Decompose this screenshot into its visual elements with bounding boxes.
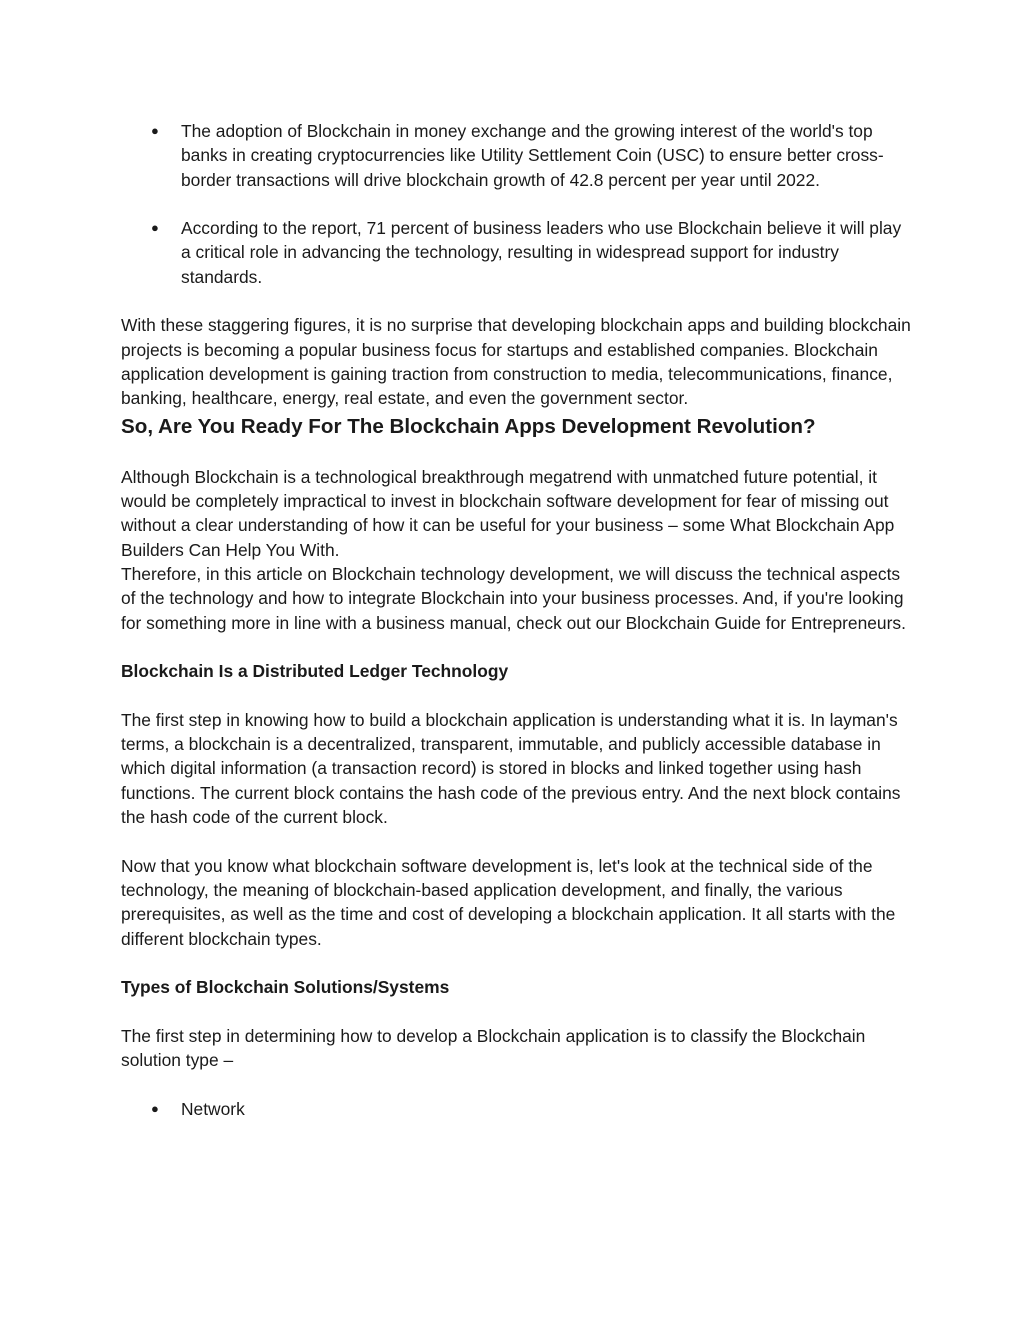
spacer bbox=[121, 441, 911, 465]
bullet-icon: ● bbox=[151, 123, 159, 138]
heading-revolution: So, Are You Ready For The Blockchain Apps Development Revolution? bbox=[121, 414, 816, 438]
spacer bbox=[121, 951, 911, 975]
spacer bbox=[121, 999, 911, 1023]
paragraph-classify: The first step in determining how to develop a Blockchain application is to classify the Blockchain solution type – bbox=[121, 1025, 866, 1070]
list-item-text: The adoption of Blockchain in money exchange and the growing interest of the world's top banks in creating cryptocurrencies like Utility Settlement Coin (USC) to ensure better cross-border transactions will drive blockchain growth of 42.8 percent per year until 2022. bbox=[181, 121, 884, 190]
paragraph-therefore: Therefore, in this article on Blockchain technology development, we will discuss the technical aspects of the technology and how to integrate Blockchain into your business processes. And, if you're looking for something more in line with a business manual, check out our Blockchain Guide for Entrepreneurs. bbox=[121, 564, 906, 633]
bullet-icon: ● bbox=[151, 220, 159, 236]
spacer bbox=[121, 829, 911, 853]
list-item-text: According to the report, 71 percent of business leaders who use Blockchain believe it will play a critical role in advancing the technology, resulting in widespread support for industry standards. bbox=[181, 218, 902, 287]
bullet-icon: ● bbox=[151, 1100, 159, 1116]
paragraph-although: Although Blockchain is a technological breakthrough megatrend with unmatched future potential, it would be completely impractical to invest in blockchain software development for fear of missing out without a clear understanding of how it can be useful for your business – some What Blockchain App Builders Can Help You With. bbox=[121, 466, 895, 560]
spacer bbox=[121, 684, 911, 708]
spacer bbox=[121, 192, 911, 216]
heading-types: Types of Blockchain Solutions/Systems bbox=[121, 977, 450, 998]
list-item bbox=[121, 1097, 911, 1121]
heading-ledger: Blockchain Is a Distributed Ledger Technology bbox=[121, 661, 509, 682]
bullet-list-bottom bbox=[121, 1097, 911, 1121]
document-page bbox=[121, 119, 911, 1121]
spacer bbox=[121, 1072, 911, 1096]
paragraph-now: Now that you know what blockchain software development is, let's look at the technical side of the technology, the meaning of blockchain-based application development, and finally, the various prerequisites, as well as the time and cost of developing a blockchain application. It all starts with the different blockchain types. bbox=[121, 855, 896, 949]
bullet-list-top bbox=[121, 119, 911, 289]
list-item bbox=[121, 216, 911, 289]
list-item-text: Network bbox=[181, 1098, 245, 1119]
spacer bbox=[121, 635, 911, 659]
paragraph-figures: With these staggering figures, it is no surprise that developing blockchain apps and building blockchain projects is becoming a popular business focus for startups and established companies. Blockchain application development is gaining traction from construction to media, telecommunications, finance, banking, healthcare, energy, real estate, and even the government sector. bbox=[121, 315, 911, 409]
spacer bbox=[121, 289, 911, 313]
list-item bbox=[121, 119, 911, 192]
paragraph-first-step: The first step in knowing how to build a blockchain application is understanding what it is. In layman's terms, a blockchain is a decentralized, transparent, immutable, and publicly accessible database in which digital information (a transaction record) is stored in blocks and linked together using hash functions. The current block contains the hash code of the previous entry. And the next block contains the hash code of the current block. bbox=[121, 709, 901, 828]
